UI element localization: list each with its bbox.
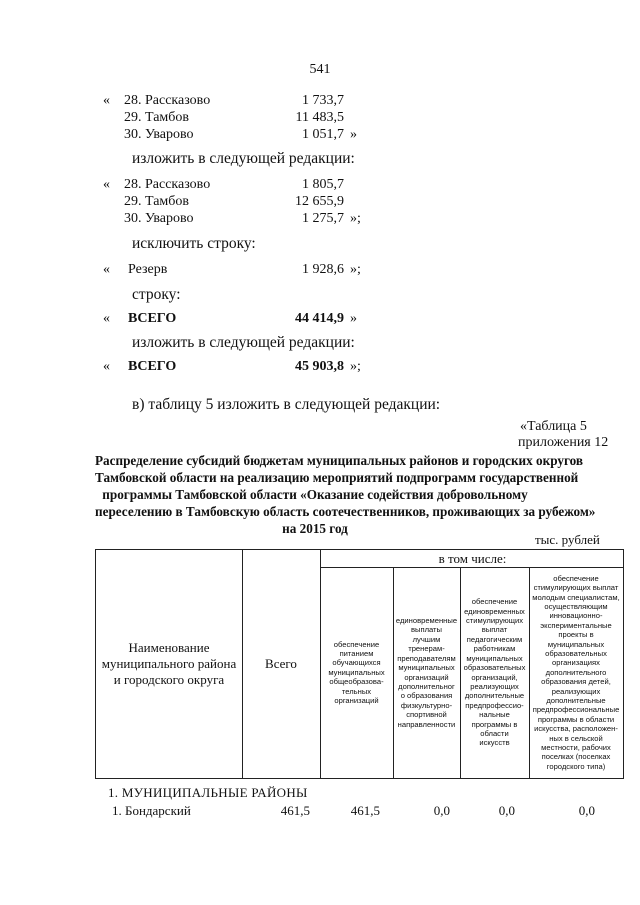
header-subcol-4: обеспечение стимулирующих выплат молодым специалистам, осуществляющим инновационно- экспериментальные проекты в муниципальных образовательных организациях дополнительного образования детей, реализующих дополнительные предпрофессиональные программы в области искусства, расположен- ных в сельской местности, рабочих поселках (поселках городского типа) bbox=[532, 573, 620, 771]
subsidy-table-header bbox=[95, 549, 624, 779]
close-quote: » bbox=[350, 311, 357, 326]
row-value: 45 903,8 bbox=[295, 359, 344, 374]
row-name: 30. Уварово bbox=[124, 211, 194, 226]
title-line: Тамбовской области на реализацию мероприятий подпрограмм государственной bbox=[95, 470, 579, 485]
header-subcol-2: единовременные выплаты лучшим тренерам- преподавателям муниципальных организаций дополнительног о образования физкультурно- спортивной направленности bbox=[395, 616, 458, 729]
close-quote: »; bbox=[350, 359, 361, 374]
row-value: 1 051,7 bbox=[302, 127, 344, 142]
row-name: 30. Уварово bbox=[124, 127, 194, 142]
instruction-text: изложить в следующей редакции: bbox=[132, 334, 355, 351]
open-quote: « bbox=[103, 359, 110, 374]
row-value: 1 928,6 bbox=[302, 262, 344, 277]
row-value: 1 275,7 bbox=[302, 211, 344, 226]
open-quote: « bbox=[103, 262, 110, 277]
table-title bbox=[95, 452, 596, 537]
row-name: 29. Тамбов bbox=[124, 194, 190, 209]
close-quote: »; bbox=[350, 211, 361, 226]
row-c2: 0,0 bbox=[433, 803, 450, 818]
table-caption: приложения 12 bbox=[518, 435, 609, 450]
instruction-text: исключить строку: bbox=[132, 235, 256, 252]
header-total: Всего bbox=[265, 656, 297, 671]
instruction-text: изложить в следующей редакции: bbox=[132, 150, 355, 167]
open-quote: « bbox=[103, 177, 110, 192]
table-caption: «Таблица 5 bbox=[520, 419, 587, 434]
close-quote: »; bbox=[350, 262, 361, 277]
header-name: Наименование муниципального района и городского округа bbox=[101, 640, 237, 687]
row-c3: 0,0 bbox=[498, 803, 515, 818]
row-name: ВСЕГО bbox=[128, 359, 177, 374]
row-c1: 461,5 bbox=[350, 803, 380, 818]
open-quote: « bbox=[103, 311, 110, 326]
row-name: 29. Тамбов bbox=[124, 110, 190, 125]
row-name: 28. Рассказово bbox=[124, 177, 211, 192]
title-line: Распределение субсидий бюджетам муниципальных районов и городских округов bbox=[95, 453, 584, 468]
row-name: ВСЕГО bbox=[128, 311, 177, 326]
row-value: 44 414,9 bbox=[295, 311, 344, 326]
page-number: 541 bbox=[309, 62, 331, 77]
row-c4: 0,0 bbox=[578, 803, 595, 818]
header-including: в том числе: bbox=[438, 550, 507, 566]
instruction-text: в) таблицу 5 изложить в следующей редакции: bbox=[132, 396, 441, 413]
header-subcol-1: обеспечение питанием обучающихся муниципальных общеобразова- тельных организаций bbox=[328, 639, 385, 706]
row-value: 12 655,9 bbox=[295, 194, 344, 209]
title-line: на 2015 год bbox=[282, 521, 348, 536]
instruction-text: строку: bbox=[132, 286, 181, 303]
open-quote: « bbox=[103, 93, 110, 108]
header-subcol-3: обеспечение единовременных стимулирующих выплат педагогическим работникам муниципальных образовательных организаций, реализующих дополнительные предпрофессио- нальные программы в области искусств bbox=[463, 597, 526, 748]
row-value: 1 733,7 bbox=[302, 93, 344, 108]
row-name: 28. Рассказово bbox=[124, 93, 211, 108]
section-heading: 1. МУНИЦИПАЛЬНЫЕ РАЙОНЫ bbox=[108, 785, 308, 800]
close-quote: » bbox=[350, 127, 357, 142]
units-label: тыс. рублей bbox=[535, 532, 600, 547]
title-line: переселению в Тамбовскую область соотечественников, проживающих за рубежом» bbox=[95, 504, 596, 519]
row-value: 11 483,5 bbox=[295, 110, 344, 125]
row-name: Резерв bbox=[128, 262, 168, 277]
title-line: программы Тамбовской области «Оказание содействия добровольному bbox=[102, 487, 528, 502]
row-name: 1. Бондарский bbox=[112, 803, 191, 818]
row-value: 1 805,7 bbox=[302, 177, 344, 192]
row-total: 461,5 bbox=[280, 803, 310, 818]
